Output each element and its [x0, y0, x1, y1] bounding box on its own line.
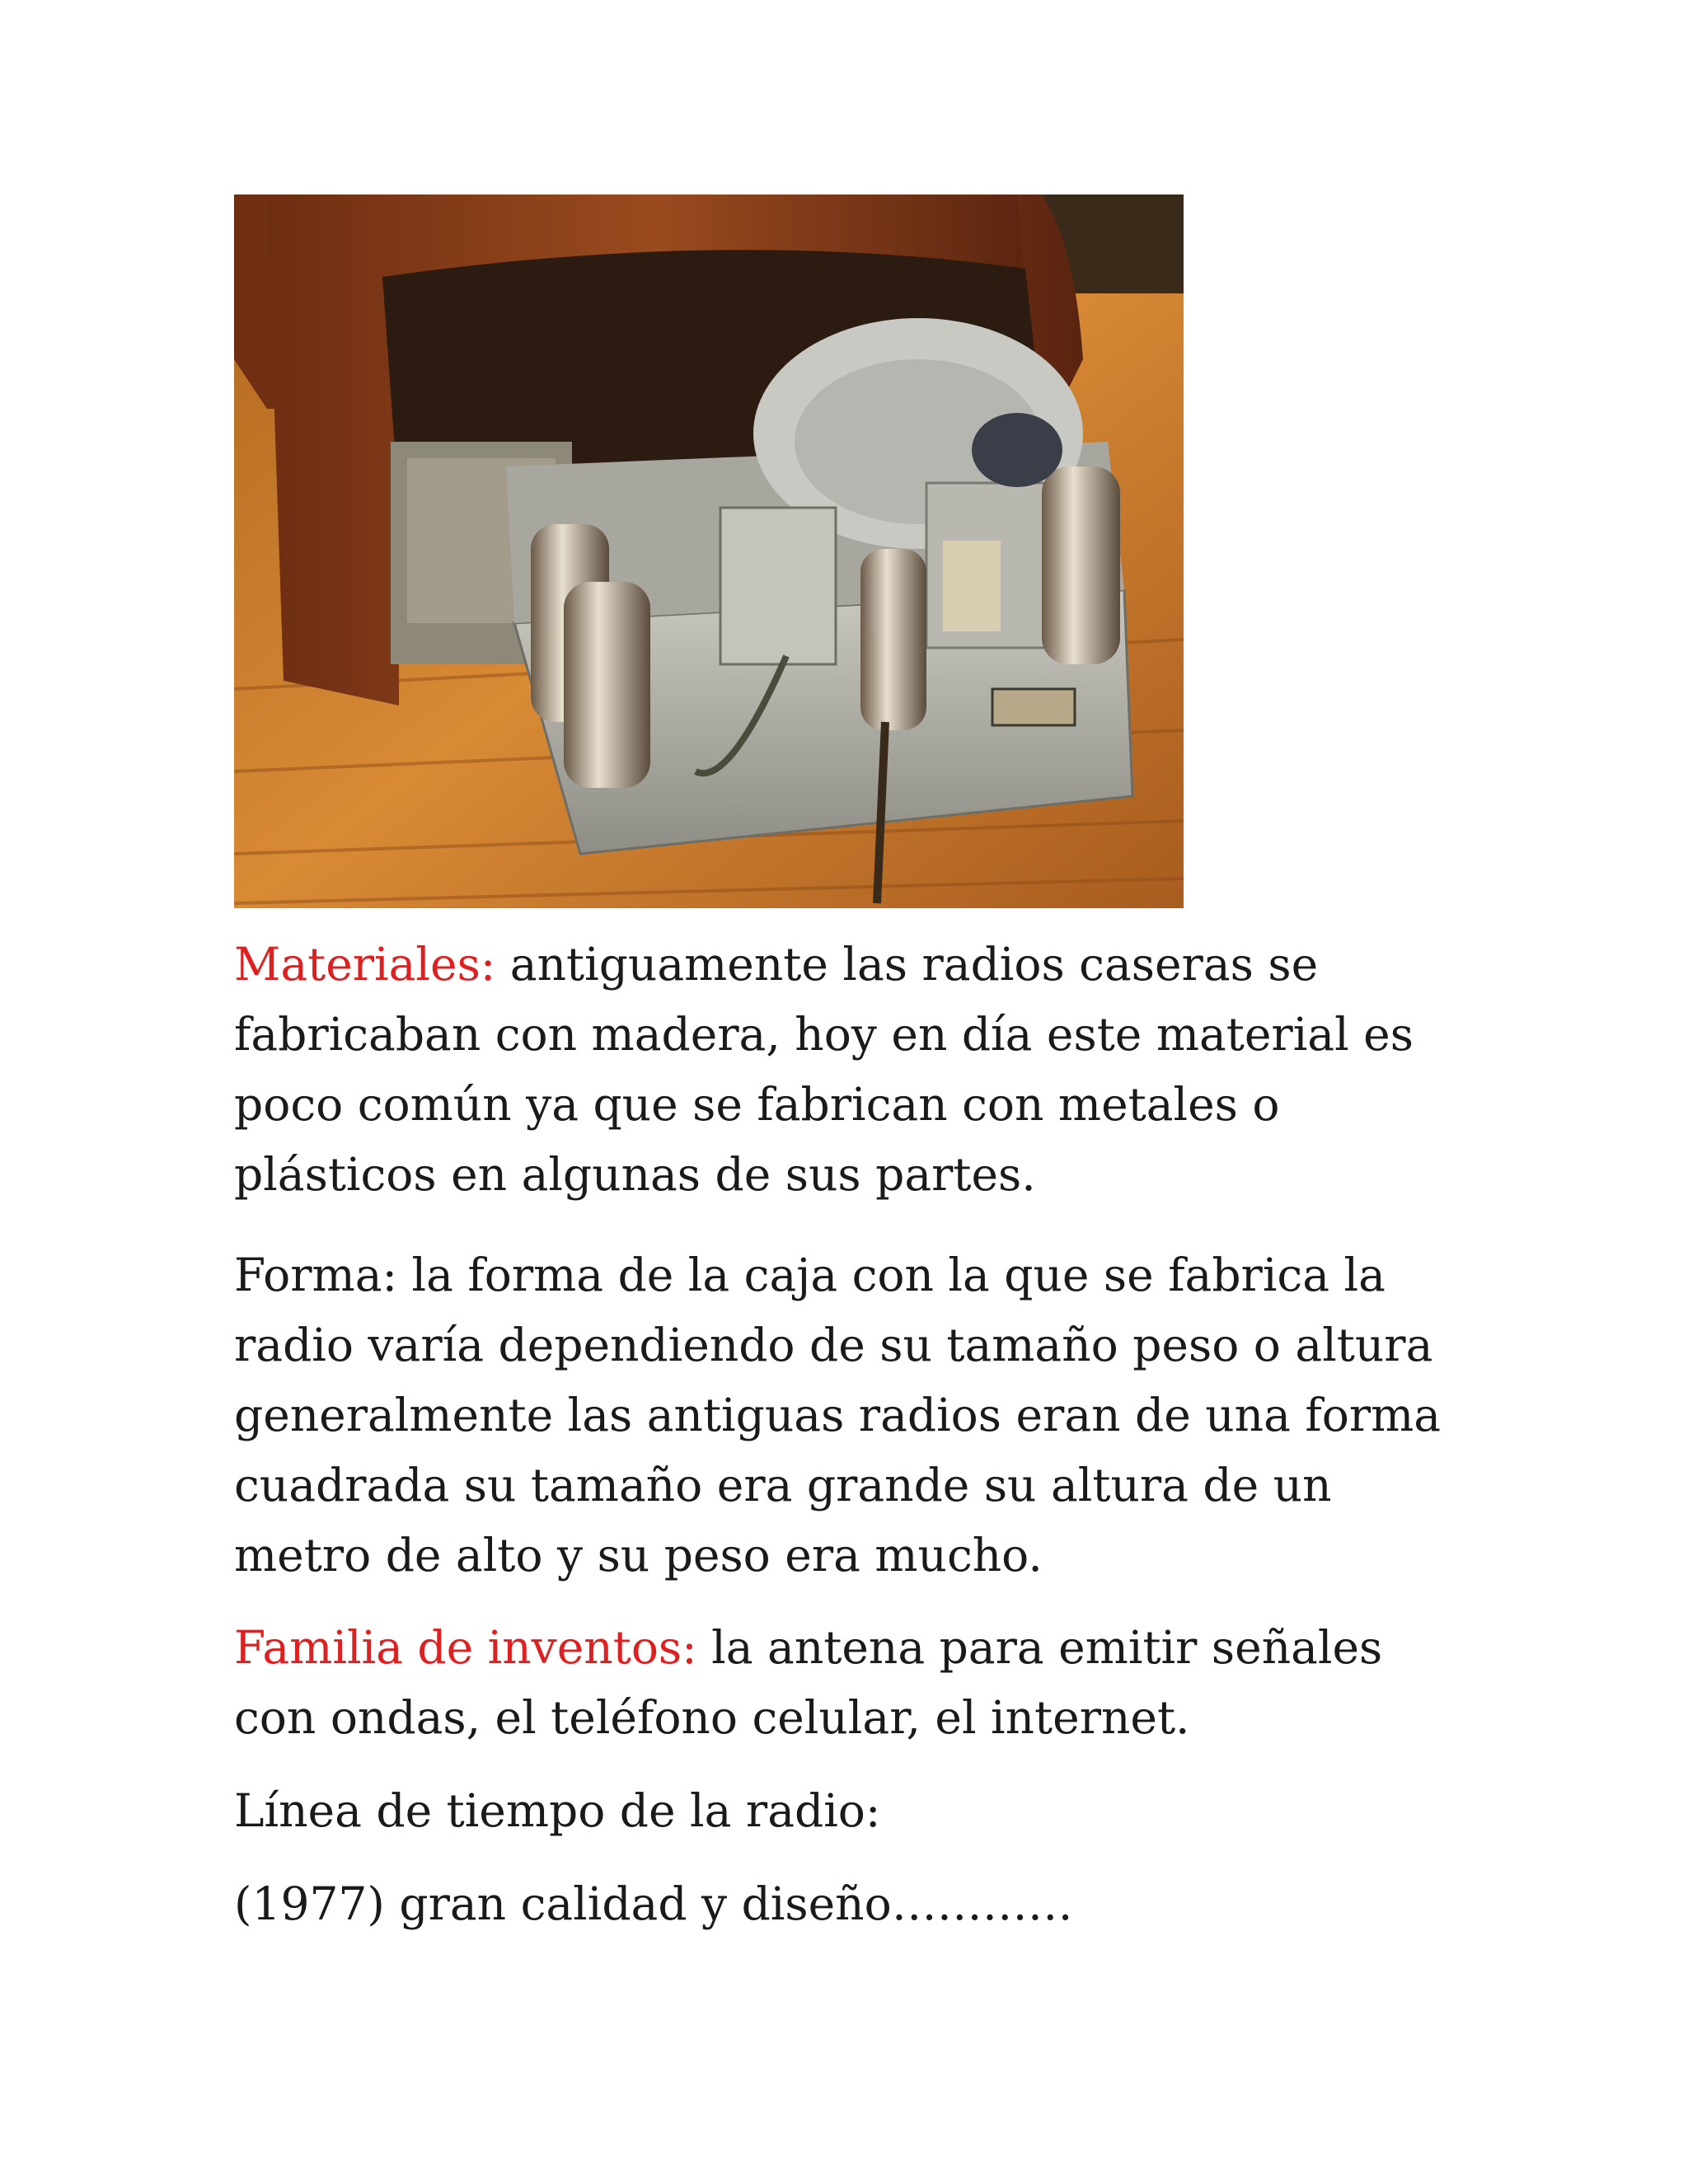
materiales-paragraph [234, 930, 1470, 1210]
familia-label: Familia de inventos: [234, 1621, 697, 1674]
forma-text: Forma: la forma de la caja con la que se fabrica la radio varía dependiendo de su tamaño peso o altura generalmente las antiguas radios eran de una forma cuadrada su tamaño era grande su altura de un metro de alto y su peso era mucho. [234, 1249, 1442, 1582]
familia-paragraph [234, 1613, 1470, 1753]
materiales-label: Materiales: [234, 938, 496, 991]
linea-heading [234, 1776, 1470, 1846]
materiales-text: antiguamente las radios caseras se fabricaban con madera, hoy en día este material es poco común ya que se fabrican con metales o plásticos en algunas de sus partes. [234, 938, 1414, 1201]
timeline-text: (1977) gran calidad y diseño………… [234, 1877, 1073, 1930]
linea-text: Línea de tiempo de la radio: [234, 1784, 881, 1837]
forma-paragraph [234, 1240, 1470, 1591]
vintage-radio-photo [234, 194, 1184, 908]
timeline-entry [234, 1869, 1470, 1939]
familia-text: la antena para emitir señales con ondas, el teléfono celular, el internet. [234, 1621, 1383, 1744]
